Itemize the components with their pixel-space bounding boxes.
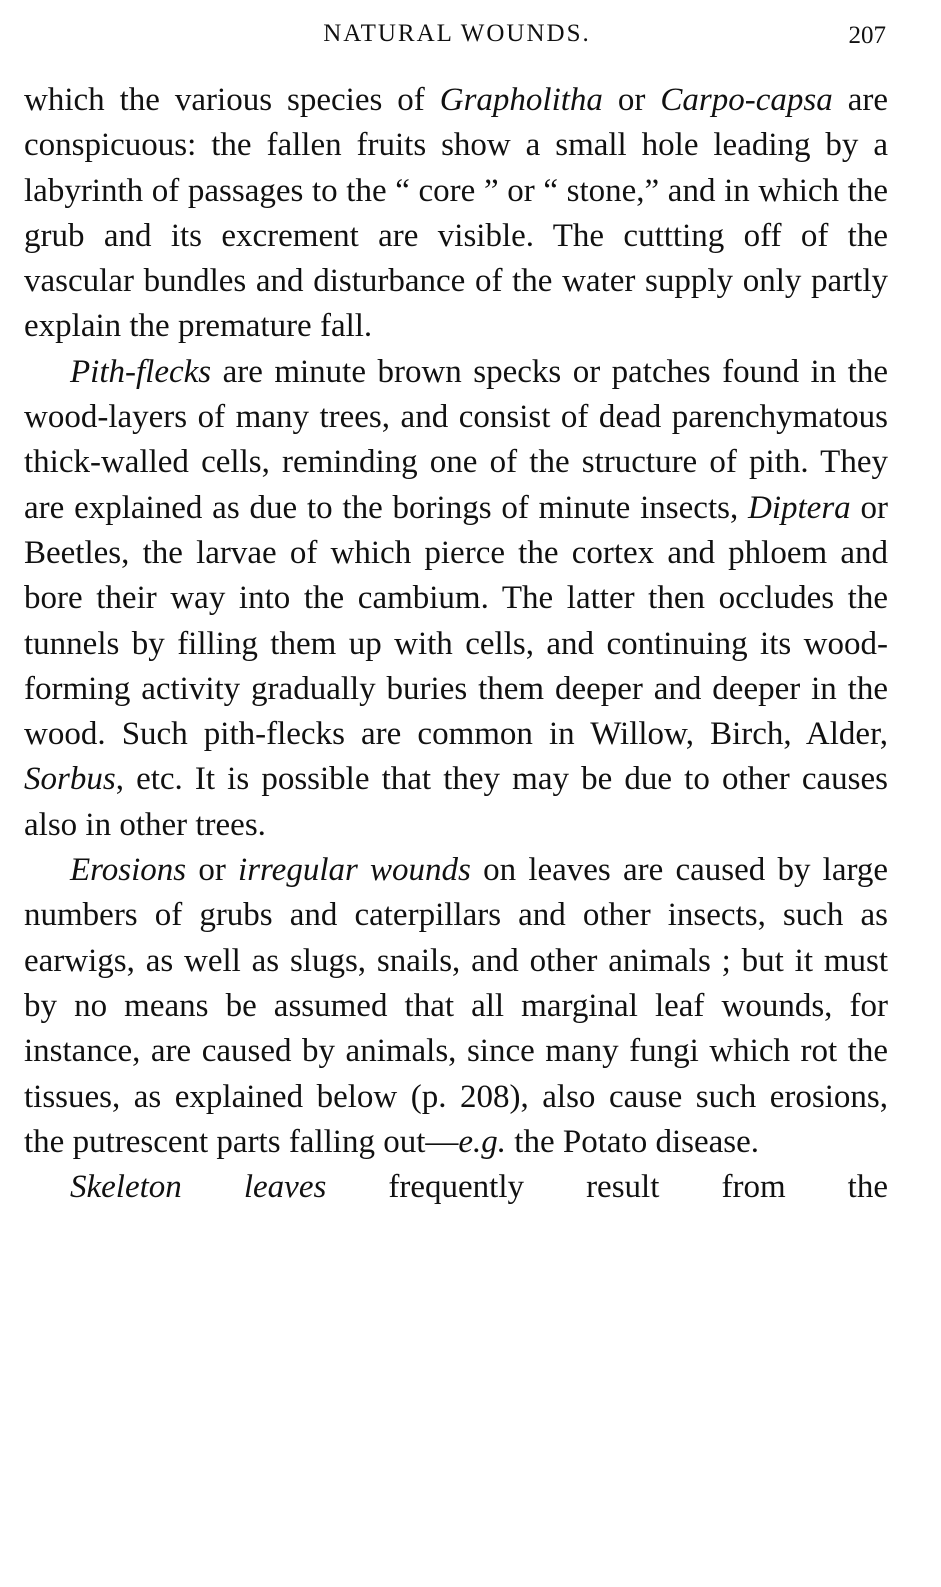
italic-term-carpocapsa: Carpo-capsa <box>660 82 833 118</box>
paragraph-pith-flecks <box>24 350 888 848</box>
page-header <box>28 14 886 54</box>
text-span: or <box>602 82 661 118</box>
text-span: , etc. It is possible that they may be due to other causes also in other trees. <box>24 761 888 843</box>
paragraph-erosions <box>24 848 888 1165</box>
text-span: the Potato disease. <box>506 1123 759 1160</box>
text-span: or <box>186 852 239 889</box>
text-span: are minute brown specks or patches found in the wood-layers of many trees, and consist of dead parenchymatous thick-walled cells, reminding one of the structure of pith. They are explained as due to the borings of minute insects, <box>24 353 888 526</box>
italic-term-diptera: Diptera <box>748 489 851 526</box>
italic-term-eg: e.g. <box>458 1123 507 1160</box>
italic-term-irregular-wounds: irregular wounds <box>238 852 471 889</box>
text-span: or Beetles, the larvae of which pierce the cortex and phloem and bore their way into the cambium. The latter then occludes the tunnels by filling them up with cells, and continuing its wood-forming activity gradually buries them deeper and deeper in the wood. Such pith-flecks are common in Willow, Birch, Alder, <box>24 489 888 753</box>
italic-term-pith-flecks: Pith-flecks <box>70 353 212 390</box>
paragraph-skeleton-leaves <box>24 1165 888 1210</box>
italic-term-sorbus: Sorbus <box>24 761 116 798</box>
paragraph-fruit-grubs <box>24 78 888 350</box>
text-span: on leaves are caused by large numbers of grubs and caterpillars and other insects, such as earwigs, as well as slugs, snails, and other animals ; but it must by no means be assumed that all marginal leaf wounds, for instance, are caused by animals, since many fungi which rot the tissues, as explained below (p. 208), also cause such erosions, the putrescent parts falling out— <box>24 852 889 1160</box>
page-number: 207 <box>848 22 886 49</box>
text-span: frequently result from the <box>326 1169 888 1206</box>
italic-term-skeleton-leaves: Skeleton leaves <box>70 1169 327 1206</box>
italic-term-erosions: Erosions <box>70 852 187 889</box>
italic-term-grapholitha: Grapholitha <box>439 82 603 118</box>
text-span: are conspicuous: the fallen fruits show a small hole leading by a labyrinth of passages to the “ core ” or “ stone,” and in which the grub and its excrement are visible. The cuttting off of the vascular bundles and disturbance of the water supply only partly explain the premature fall. <box>24 82 888 345</box>
running-head: NATURAL WOUNDS. <box>323 20 591 47</box>
body-text <box>24 78 888 1210</box>
text-span: which the various species of <box>24 82 440 118</box>
